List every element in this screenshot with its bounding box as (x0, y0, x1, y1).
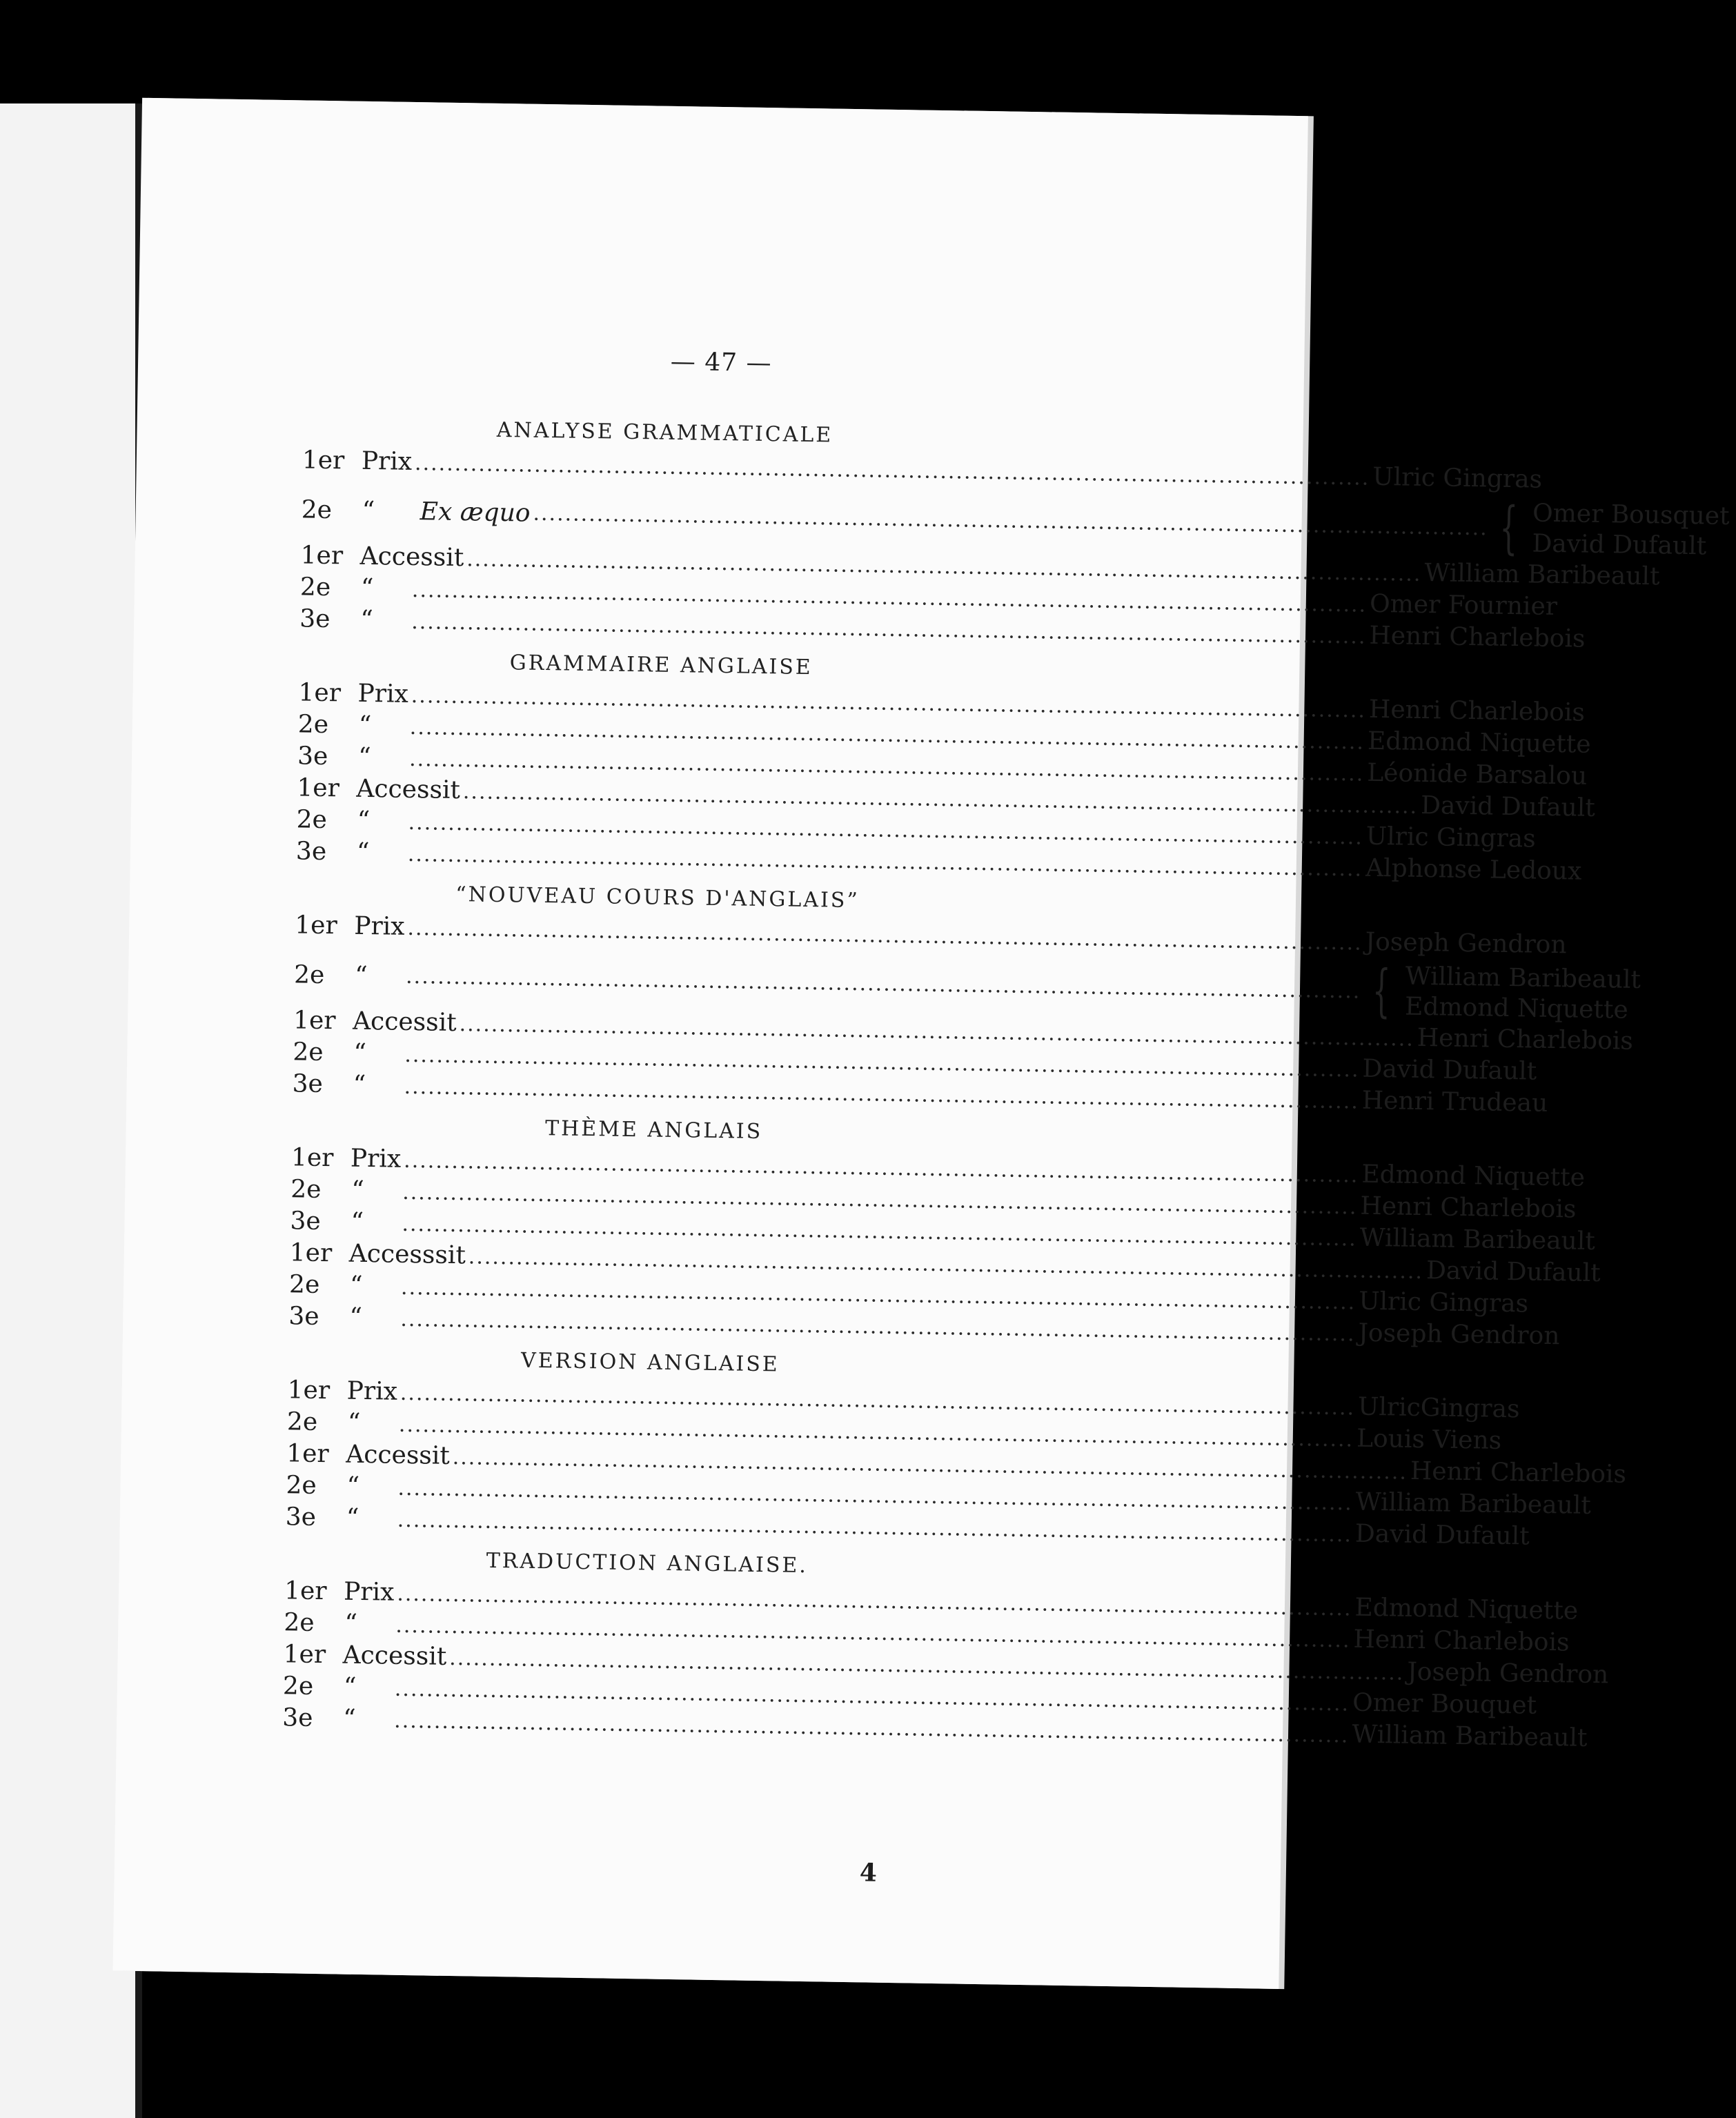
section-title: GRAMMAIRE ANGLAISE (509, 651, 813, 680)
dot-leader: ........................................................................................................................ (394, 1676, 1350, 1716)
prize-rank: 3e (297, 742, 328, 771)
dot-leader: ........................................................................................................................ (468, 1245, 1424, 1285)
dot-leader: ........................................................................................................................ (411, 683, 1367, 723)
prize-rank: 3e (282, 1703, 313, 1732)
prize-kind: Accessit (359, 542, 464, 573)
ditto-mark: “ (353, 1070, 366, 1099)
dot-leader: ........................................................................................................................ (405, 964, 1361, 1004)
prize-rank: 2e (297, 710, 329, 740)
dot-leader: ........................................................................................................................ (397, 1581, 1352, 1621)
laureate-name: Henri Charlebois (1368, 695, 1586, 727)
signature-mark: 4 (859, 1858, 878, 1888)
laureate-name: Henri Charlebois (1410, 1456, 1627, 1489)
dot-leader: ........................................................................................................................ (448, 1645, 1405, 1685)
dot-leader: ........................................................................................................................ (459, 1012, 1415, 1051)
prize-rank: 2e (293, 960, 325, 989)
dot-leader: ........................................................................................................................ (402, 1180, 1358, 1220)
laureate-name: Joseph Gendron (1407, 1657, 1609, 1690)
dot-leader: ........................................................................................................................ (409, 715, 1365, 755)
prize-rank: 3e (295, 837, 327, 867)
prize-kind: Prix (350, 1144, 402, 1174)
prize-rank: 2e (301, 495, 333, 524)
dot-leader: ........................................................................................................................ (533, 501, 1488, 540)
laureate-name: Ulric Gingras (1358, 1287, 1529, 1318)
dot-leader: ........................................................................................................................ (402, 1211, 1357, 1251)
laureate-name: Edmond Niquette (1354, 1593, 1579, 1625)
laureate-name: David Dufault (1532, 529, 1707, 561)
laureate-name: David Dufault (1362, 1054, 1537, 1086)
laureate-name: Ulric Gingras (1365, 822, 1536, 853)
ditto-mark: “ (344, 1609, 358, 1638)
prize-kind: Prix (346, 1376, 398, 1406)
laureate-name: William Baribeault (1355, 1487, 1592, 1520)
prize-list (282, 404, 1730, 1752)
laureate-name: Joseph Gendron (1365, 927, 1567, 960)
ditto-mark: “ (354, 961, 368, 990)
dot-leader: ........................................................................................................................ (404, 1042, 1360, 1082)
prize-rank: 1er (283, 1640, 326, 1670)
laureate-name: Omer Bousquet (1532, 499, 1730, 531)
page-number: — 47 — (670, 347, 772, 378)
laureate-name: David Dufault (1354, 1519, 1530, 1551)
ditto-mark: “ (356, 838, 370, 867)
laureate-name: William Baribeault (1359, 1223, 1596, 1256)
prize-rank: 1er (287, 1376, 331, 1405)
ditto-mark: “ (358, 711, 372, 740)
laureate-name: Edmond Niquette (1404, 992, 1629, 1025)
page-content (112, 98, 1730, 1989)
ditto-mark: “ (360, 573, 374, 603)
prize-rank: 1er (290, 1143, 334, 1173)
dot-leader: ........................................................................................................................ (404, 1074, 1360, 1114)
laureate-name: William Baribeault (1405, 962, 1641, 994)
prize-kind: Accesssit (348, 1239, 466, 1270)
ditto-mark: “ (349, 1303, 363, 1332)
prize-rank: 1er (284, 1576, 327, 1606)
dot-leader: ........................................................................................................................ (400, 1275, 1357, 1315)
laureate-name: Henri Charlebois (1417, 1023, 1634, 1056)
ditto-mark: “ (343, 1672, 357, 1701)
prize-rank: 2e (296, 805, 328, 835)
laureate-name: Louis Viens (1356, 1424, 1502, 1455)
dot-leader: ........................................................................................................................ (414, 451, 1370, 491)
prize-rank: 3e (285, 1503, 317, 1532)
ditto-mark: “ (347, 1408, 361, 1437)
laureate-name: William Baribeault (1424, 559, 1660, 591)
dot-leader: ........................................................................................................................ (397, 1507, 1353, 1547)
laureate-name: Henri Charlebois (1353, 1625, 1570, 1657)
dot-leader: ........................................................................................................................ (397, 1476, 1353, 1516)
prize-rank: 1er (302, 446, 345, 475)
laureate-name: Henri Charlebois (1360, 1191, 1577, 1224)
ditto-mark: “ (346, 1503, 359, 1532)
ditto-mark: “ (357, 742, 371, 772)
prize-rank: 3e (288, 1302, 319, 1331)
laureate-name: Léonide Barsalou (1366, 758, 1588, 791)
ditto-mark: “ (351, 1207, 364, 1236)
prize-kind: Accessit (352, 1007, 457, 1038)
prize-rank: 2e (288, 1270, 320, 1299)
dot-leader: ........................................................................................................................ (395, 1613, 1351, 1653)
dot-leader: ........................................................................................................................ (462, 780, 1419, 819)
prize-rank: 1er (293, 1006, 336, 1036)
prize-rank: 3e (299, 604, 331, 634)
section-title: ANALYSE GRAMMATICALE (496, 417, 834, 448)
qualifier-text: Ex æquo (420, 497, 531, 528)
ditto-mark: “ (346, 1472, 360, 1501)
ditto-mark: “ (362, 496, 375, 525)
dot-leader: ........................................................................................................................ (466, 547, 1422, 586)
prize-rank: 2e (299, 573, 331, 602)
prize-kind: Prix (343, 1577, 395, 1607)
dot-leader: ........................................................................................................................ (400, 1307, 1356, 1347)
tied-names (1363, 958, 1641, 1026)
section-title: “NOUVEAU COURS D'ANGLAIS” (455, 882, 860, 913)
ditto-mark: “ (359, 605, 373, 635)
prize-rank: 2e (293, 1038, 324, 1067)
prize-kind: Accessit (356, 774, 461, 805)
section-title: TRADUCTION ANGLAISE. (486, 1548, 809, 1578)
dot-leader: ........................................................................................................................ (393, 1708, 1350, 1748)
section-title: THÈME ANGLAIS (544, 1116, 763, 1145)
prize-rank: 2e (286, 1471, 317, 1500)
laureate-name: Joseph Gendron (1358, 1318, 1560, 1351)
ditto-mark: “ (342, 1704, 356, 1733)
dot-leader: ........................................................................................................................ (411, 609, 1367, 649)
dot-leader: ........................................................................................................................ (408, 810, 1364, 850)
laureate-name: Henri Trudeau (1361, 1086, 1548, 1118)
laureate-name: David Dufault (1426, 1256, 1601, 1288)
ditto-mark: “ (351, 1176, 364, 1205)
dot-leader: ........................................................................................................................ (403, 1148, 1359, 1188)
dot-leader: ........................................................................................................................ (407, 916, 1363, 956)
laureate-name: Alphonse Ledoux (1365, 853, 1582, 886)
brace-mark: { (1372, 958, 1392, 1025)
prize-kind: Prix (357, 679, 409, 709)
prize-rank: 1er (300, 541, 344, 571)
dot-leader: ........................................................................................................................ (408, 746, 1365, 786)
prize-rank: 2e (290, 1175, 322, 1204)
prize-rank: 3e (290, 1207, 322, 1236)
dot-leader: ........................................................................................................................ (407, 842, 1363, 882)
laureate-name: Ulric Gingras (1372, 462, 1543, 494)
dot-leader: ........................................................................................................................ (411, 577, 1368, 617)
prize-rank: 1er (294, 911, 338, 940)
laureate-name: William Baribeault (1352, 1720, 1588, 1752)
dot-leader: ........................................................................................................................ (398, 1412, 1354, 1452)
tied-names (1490, 495, 1730, 562)
prize-rank: 1er (297, 773, 340, 803)
laureate-name: Edmond Niquette (1367, 726, 1591, 759)
laureate-name: Omer Fournier (1369, 589, 1558, 622)
book-page (112, 98, 1730, 1989)
prize-rank: 1er (298, 678, 342, 708)
laureate-name: Omer Bouquet (1352, 1688, 1537, 1720)
laureate-name: UlricGingras (1357, 1392, 1520, 1424)
dot-leader: ........................................................................................................................ (452, 1445, 1408, 1485)
dot-leader: ........................................................................................................................ (400, 1380, 1356, 1421)
prize-rank: 2e (286, 1407, 318, 1436)
prize-kind: Prix (353, 911, 405, 941)
ditto-mark: “ (349, 1271, 363, 1300)
prize-kind: Prix (361, 446, 413, 476)
section-title: VERSION ANGLAISE (520, 1348, 780, 1377)
prize-rank: 1er (286, 1439, 330, 1469)
prize-rank: 2e (284, 1608, 315, 1637)
prize-kind: Accessit (342, 1641, 447, 1671)
prize-rank: 2e (282, 1672, 314, 1701)
prize-kind: Accessit (345, 1440, 451, 1470)
brace-mark: { (1499, 495, 1519, 562)
prize-rank: 1er (289, 1238, 333, 1268)
ditto-mark: “ (357, 806, 371, 835)
prize-rank: 3e (292, 1069, 324, 1099)
laureate-name: Edmond Niquette (1361, 1160, 1586, 1192)
laureate-name: Henri Charlebois (1369, 621, 1586, 653)
ditto-mark: “ (353, 1038, 367, 1067)
laureate-name: David Dufault (1420, 791, 1596, 822)
